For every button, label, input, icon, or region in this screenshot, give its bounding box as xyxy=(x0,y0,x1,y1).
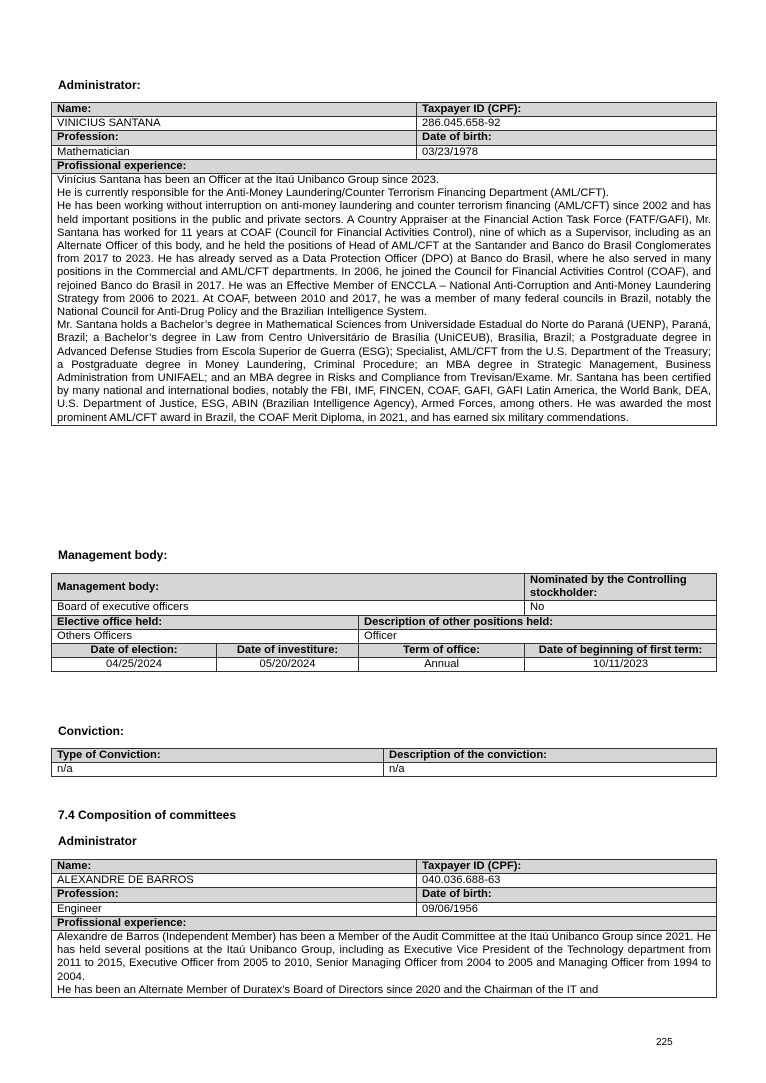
name-value: ALEXANDRE DE BARROS xyxy=(52,874,417,888)
conviction-type-value: n/a xyxy=(52,763,384,777)
name-value: VINICIUS SANTANA xyxy=(52,117,417,131)
other-positions-label: Description of other positions held: xyxy=(359,615,717,629)
experience-paragraph: He has been working without interruption on anti-money laundering and counter terrorism financing (AML/CFT) since 2002 and has held important positions in the public and private sectors. A Country Appraiser at the Financial Action Task Force (FATF/GAFI), Mr. Santana has worked for 11 years at COAF (Council for Financial Activities Control), nine of which as a Supervisor, including as an Alternate Officer of this body, and he held the positions of Head of AML/CFT at the Santander and Banco do Brasil Conglomerates from 2017 to 2023. He has already served as a Data Protection Officer (DPO) at Banco do Brasil, where he also served in many positions in the Commercial and AML/CFT departments. In 2006, he joined the Council for Financial Activities Control (COAF), and rejoined Banco do Brasil in 2017. He was an Effective Member of ENCCLA – National Anti-Corruption and Anti-Money Laundering Strategy from 2006 to 2021. At COAF, between 2010 and 2017, he was a member of many federal councils in Brazil, notably the National Council for Anti-Drug Policy and the Brazilian Intelligence System. xyxy=(57,200,711,319)
conviction-type-label: Type of Conviction: xyxy=(52,749,384,763)
experience-paragraph: He is currently responsible for the Anti-Money Laundering/Counter Terrorism Financing Department (AML/CFT). xyxy=(57,187,609,200)
elective-office-label: Elective office held: xyxy=(52,615,359,629)
experience-text xyxy=(52,931,717,998)
profession-value: Mathematician xyxy=(52,145,417,159)
cpf-value: 040.036.688-63 xyxy=(417,874,717,888)
first-term-label: Date of beginning of first term: xyxy=(525,644,717,658)
management-body-label: Management body: xyxy=(52,574,525,601)
experience-paragraph: Alexandre de Barros (Independent Member) has been a Member of the Audit Committee at the Itaú Unibanco Group since 2021. He has held several positions at the Itaú Unibanco Group, including as Executive Vice President of the Technology department from 2011 to 2015, Executive Officer from 2005 to 2010, Senior Managing Officer from 2004 to 2005 and Managing Officer from 1994 to 2004. xyxy=(57,931,711,983)
committee-administrator-table xyxy=(51,859,717,998)
cpf-label: Taxpayer ID (CPF): xyxy=(417,103,717,117)
management-table xyxy=(51,573,717,672)
administrator-heading: Administrator: xyxy=(58,78,141,92)
nominated-label: Nominated by the Controlling stockholder: xyxy=(525,574,717,601)
elective-office-value: Others Officers xyxy=(52,629,359,643)
term-label: Term of office: xyxy=(359,644,525,658)
dob-value: 09/06/1956 xyxy=(417,902,717,916)
experience-paragraph: He has been an Alternate Member of Duratex’s Board of Directors since 2020 and the Chairman of the IT and xyxy=(57,983,599,996)
name-label: Name: xyxy=(52,860,417,874)
experience-paragraph: Vinícius Santana has been an Officer at the Itaú Unibanco Group since 2023. xyxy=(57,174,440,187)
page-number: 225 xyxy=(656,1037,673,1048)
nominated-value: No xyxy=(525,601,717,615)
investiture-date-label: Date of investiture: xyxy=(217,644,359,658)
conviction-description-value: n/a xyxy=(384,763,717,777)
experience-paragraph: Mr. Santana holds a Bachelor’s degree in Mathematical Sciences from Universidade Estadual do Norte do Paraná (UENP), Paraná, Brazil; a Bachelor’s degree in Law from Centro Universitário de Brasília (UniCEUB), Brasília, Brazil; a Postgraduate degree in Advanced Defense Studies from Escola Superior de Guerra (ESG); Specialist, AML/CFT from the U.S. Department of the Treasury; a Postgraduate degree in Money Laundering, Criminal Procedure; an MBA degree in Strategic Management, Business Administration from UNIFAEL; and an MBA degree in Risks and Compliance from Trevisan/Exame. Mr. Santana has been certified by many national and international bodies, notably the FBI, IMF, FINCEN, COAF, GAFI, GAFI Latin America, the World Bank, DEA, U.S. Department of Justice, ESG, ABIN (Brazilian Intelligence Agency), Armed Forces, among others. He was awarded the most prominent AML/CFT award in Brazil, the COAF Merit Diploma, in 2021, and has earned six military commendations. xyxy=(57,319,711,424)
experience-text xyxy=(52,174,717,426)
election-date-label: Date of election: xyxy=(52,644,217,658)
first-term-value: 10/11/2023 xyxy=(525,658,717,672)
cpf-value: 286.045.658-92 xyxy=(417,117,717,131)
profession-label: Profession: xyxy=(52,131,417,145)
conviction-description-label: Description of the conviction: xyxy=(384,749,717,763)
dob-label: Date of birth: xyxy=(417,888,717,902)
conviction-heading: Conviction: xyxy=(58,724,124,738)
election-date-value: 04/25/2024 xyxy=(52,658,217,672)
experience-label: Profissional experience: xyxy=(52,159,717,173)
cpf-label: Taxpayer ID (CPF): xyxy=(417,860,717,874)
dob-value: 03/23/1978 xyxy=(417,145,717,159)
term-value: Annual xyxy=(359,658,525,672)
investiture-date-value: 05/20/2024 xyxy=(217,658,359,672)
profession-label: Profession: xyxy=(52,888,417,902)
management-body-value: Board of executive officers xyxy=(52,601,525,615)
name-label: Name: xyxy=(52,103,417,117)
committees-heading: 7.4 Composition of committees xyxy=(58,808,237,822)
experience-label: Profissional experience: xyxy=(52,916,717,930)
profession-value: Engineer xyxy=(52,902,417,916)
other-positions-value: Officer xyxy=(359,629,717,643)
conviction-table xyxy=(51,748,717,777)
administrator-table xyxy=(51,102,717,426)
committees-subheading: Administrator xyxy=(58,834,137,848)
management-heading: Management body: xyxy=(58,548,168,562)
dob-label: Date of birth: xyxy=(417,131,717,145)
